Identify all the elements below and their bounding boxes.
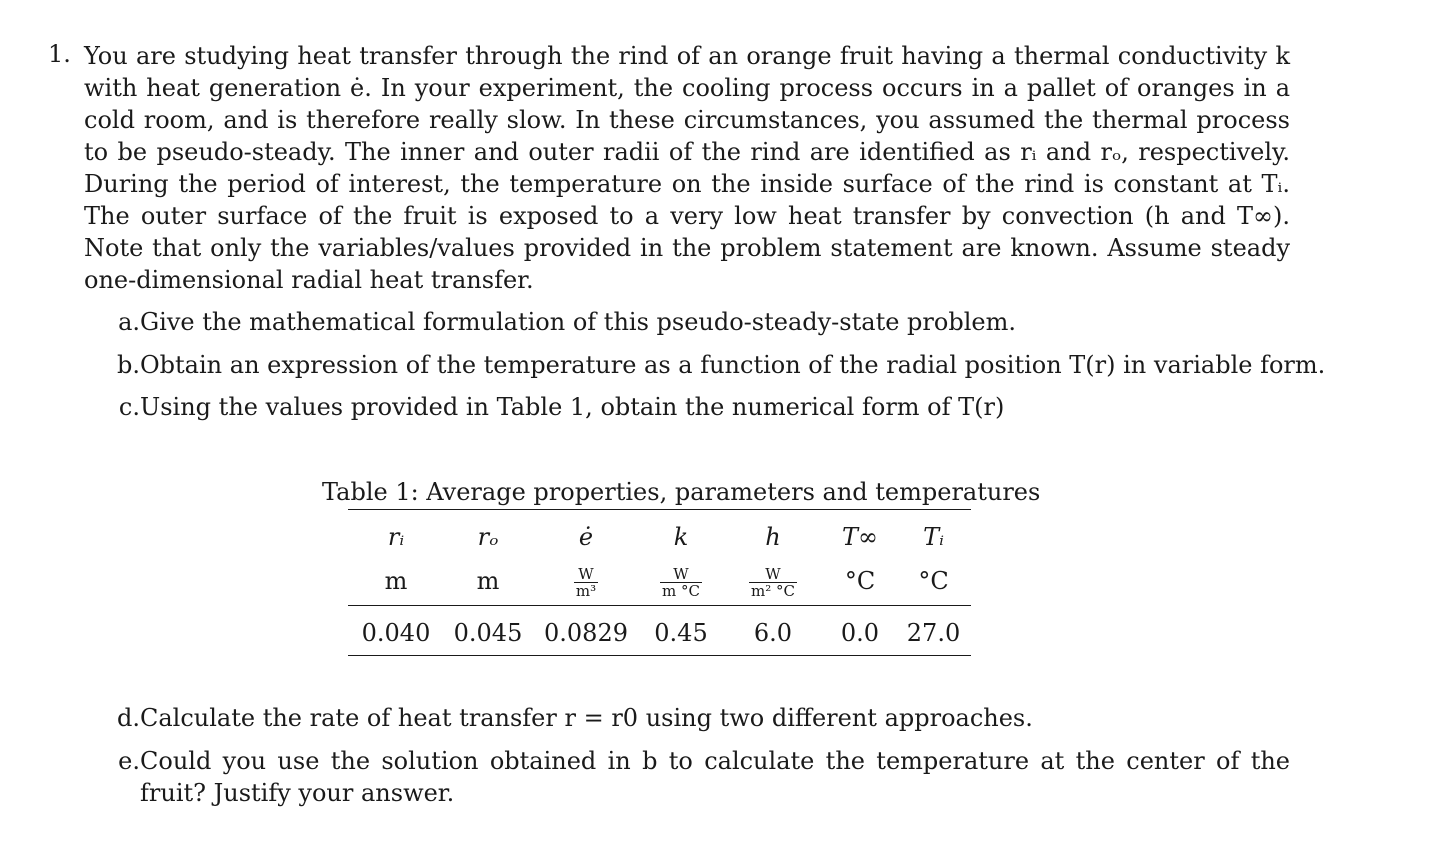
unit-num: W xyxy=(660,567,702,583)
question-body: You are studying heat transfer through the rind of an orange fruit having a thermal conductivity k with heat generation ė. In your experiment, the cooling process occurs in a pallet of oranges in a cold room, and is therefore really slow. In these circumstances, you assumed the thermal process to be pseudo-steady. The inner and outer radii of the rind are identified as rᵢ and rₒ, respectively. During the period of interest, the temperature on the inside surface of the rind is constant at Tᵢ. The outer surface of the fruit is exposed to a very low heat transfer by convection (h and T∞). Note that only the variables/values provided in the problem statement are known. Assume steady one-dimensional radial heat transfer. xyxy=(84,42,1290,294)
unit-egen xyxy=(532,567,640,599)
unit-num: W xyxy=(574,567,598,583)
header-tinf: T∞ xyxy=(842,523,878,551)
part-text: Give the mathematical formulation of this pseudo-steady-state problem. xyxy=(140,308,1016,336)
part-label: a. xyxy=(118,308,140,336)
unit-ro: m xyxy=(476,567,500,595)
unit-tinf: °C xyxy=(844,567,876,595)
table-caption: Table 1: Average properties, parameters and temperatures xyxy=(322,478,1041,506)
unit-k xyxy=(640,567,722,599)
value-h: 6.0 xyxy=(753,619,793,647)
table-top-rule xyxy=(348,509,971,510)
question-number: 1. xyxy=(48,40,71,68)
unit-ri: m xyxy=(384,567,408,595)
unit-den: m °C xyxy=(662,582,700,600)
header-h: h xyxy=(765,523,781,551)
unit-ti: °C xyxy=(918,567,949,595)
header-ti: Tᵢ xyxy=(923,523,944,551)
value-ti: 27.0 xyxy=(906,619,961,647)
part-text: Using the values provided in Table 1, obtain the numerical form of T(r) xyxy=(140,393,1005,421)
unit-den: m³ xyxy=(575,582,597,600)
header-ri: rᵢ xyxy=(387,523,405,551)
header-k: k xyxy=(673,523,689,551)
header-ro: rₒ xyxy=(477,523,499,551)
table-bottom-rule xyxy=(348,655,971,656)
part-text: Calculate the rate of heat transfer r = r0 using two different approaches. xyxy=(140,704,1033,732)
header-egen: ė xyxy=(578,523,594,551)
part-label: b. xyxy=(117,351,140,379)
value-tinf: 0.0 xyxy=(840,619,880,647)
part-text: Obtain an expression of the temperature as a function of the radial position T(r) in variable form. xyxy=(140,351,1326,379)
value-k: 0.45 xyxy=(654,619,708,647)
value-ri: 0.040 xyxy=(361,619,431,647)
unit-h xyxy=(722,567,824,599)
value-egen: 0.0829 xyxy=(544,619,628,647)
part-text: Could you use the solution obtained in b to calculate the temperature at the center of the fruit? Justify your answer. xyxy=(140,747,1290,807)
unit-num: W xyxy=(749,567,797,583)
part-label: c. xyxy=(118,393,140,421)
part-label: e. xyxy=(118,747,140,775)
unit-den: m² °C xyxy=(751,582,795,600)
table-mid-rule xyxy=(348,605,971,606)
value-ro: 0.045 xyxy=(453,619,523,647)
part-label: d. xyxy=(117,704,140,732)
